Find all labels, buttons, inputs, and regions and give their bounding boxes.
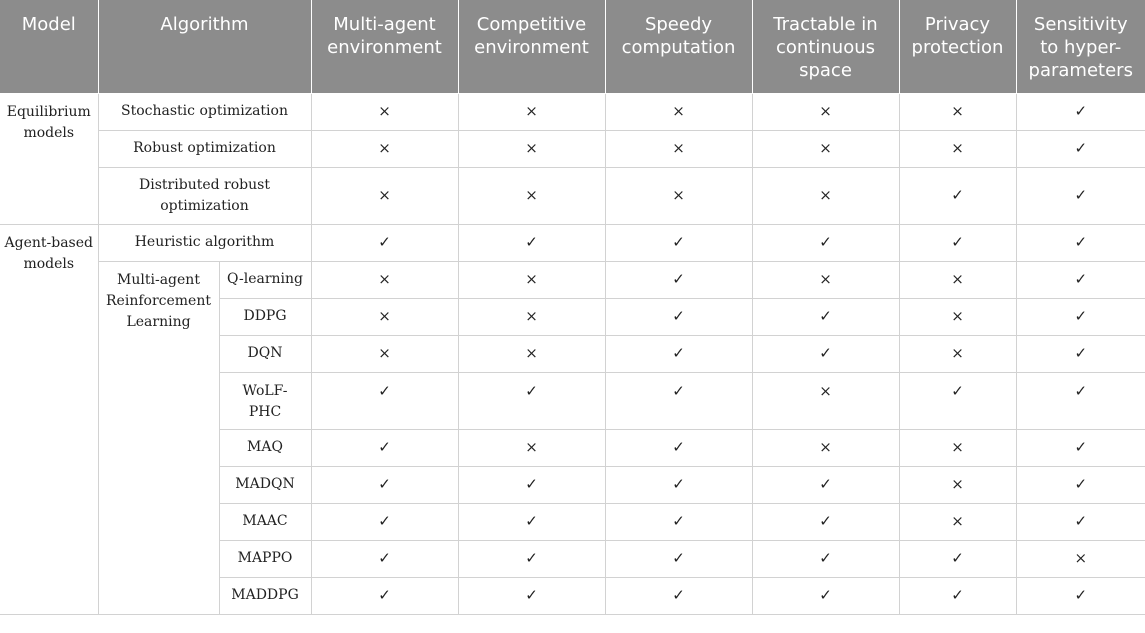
mark-cell: × — [311, 261, 458, 298]
mark-cell: × — [458, 167, 605, 224]
mark-cell: ✓ — [458, 577, 605, 614]
mark-cell: ✓ — [605, 335, 752, 372]
table-row — [0, 93, 1145, 130]
mark-cell: ✓ — [899, 540, 1016, 577]
mark-cell: × — [752, 167, 899, 224]
mark-cell: × — [752, 130, 899, 167]
table-row — [0, 261, 1145, 298]
mark-cell: ✓ — [1016, 130, 1145, 167]
mark-cell: × — [899, 466, 1016, 503]
mark-cell: ✓ — [899, 167, 1016, 224]
algorithm-name: Q-learning — [219, 261, 311, 298]
mark-cell: × — [752, 93, 899, 130]
mark-cell: ✓ — [311, 466, 458, 503]
mark-cell: × — [752, 372, 899, 429]
mark-cell: × — [899, 261, 1016, 298]
mark-cell: ✓ — [899, 372, 1016, 429]
mark-cell: × — [605, 130, 752, 167]
mark-cell: ✓ — [1016, 298, 1145, 335]
mark-cell: ✓ — [1016, 577, 1145, 614]
mark-cell: ✓ — [458, 540, 605, 577]
mark-cell: ✓ — [311, 577, 458, 614]
mark-cell: ✓ — [605, 540, 752, 577]
group-agent-based-models: Agent-based models — [0, 224, 98, 614]
mark-cell: × — [311, 167, 458, 224]
algorithm-name: MAQ — [219, 429, 311, 466]
mark-cell: ✓ — [752, 335, 899, 372]
mark-cell: ✓ — [1016, 372, 1145, 429]
group-marl: Multi-agent Reinforcement Learning — [98, 261, 219, 614]
mark-cell: ✓ — [899, 577, 1016, 614]
mark-cell: ✓ — [1016, 429, 1145, 466]
algorithm-name: MAAC — [219, 503, 311, 540]
header-sensitivity: Sensitivity to hyper- parameters — [1016, 0, 1145, 93]
algorithm-name: MAPPO — [219, 540, 311, 577]
mark-cell: ✓ — [1016, 503, 1145, 540]
mark-cell: ✓ — [311, 372, 458, 429]
mark-cell: ✓ — [752, 577, 899, 614]
header-algorithm: Algorithm — [98, 0, 311, 93]
mark-cell: ✓ — [752, 466, 899, 503]
mark-cell: ✓ — [311, 540, 458, 577]
mark-cell: × — [311, 335, 458, 372]
mark-cell: ✓ — [605, 224, 752, 261]
mark-cell: × — [458, 93, 605, 130]
algorithm-name: MADQN — [219, 466, 311, 503]
mark-cell: ✓ — [458, 224, 605, 261]
mark-cell: ✓ — [1016, 167, 1145, 224]
mark-cell: ✓ — [605, 298, 752, 335]
mark-cell: ✓ — [458, 372, 605, 429]
mark-cell: × — [899, 503, 1016, 540]
algorithm-name: DQN — [219, 335, 311, 372]
mark-cell: × — [311, 93, 458, 130]
table-row — [0, 130, 1145, 167]
mark-cell: × — [458, 261, 605, 298]
mark-cell: ✓ — [605, 372, 752, 429]
mark-cell: ✓ — [752, 298, 899, 335]
header-row — [0, 0, 1145, 93]
mark-cell: × — [458, 298, 605, 335]
mark-cell: × — [899, 130, 1016, 167]
header-tractable: Tractable in continuous space — [752, 0, 899, 93]
mark-cell: × — [605, 93, 752, 130]
mark-cell: ✓ — [752, 224, 899, 261]
mark-cell: × — [899, 298, 1016, 335]
table-row — [0, 224, 1145, 261]
algorithm-name: Distributed robust optimization — [98, 167, 311, 224]
mark-cell: ✓ — [605, 503, 752, 540]
mark-cell: × — [899, 429, 1016, 466]
algorithm-name: Robust optimization — [98, 130, 311, 167]
mark-cell: ✓ — [752, 503, 899, 540]
mark-cell: ✓ — [605, 261, 752, 298]
header-privacy: Privacy protection — [899, 0, 1016, 93]
mark-cell: ✓ — [605, 429, 752, 466]
table-row — [0, 167, 1145, 224]
header-competitive: Competitive environment — [458, 0, 605, 93]
mark-cell: × — [752, 261, 899, 298]
mark-cell: ✓ — [1016, 335, 1145, 372]
mark-cell: × — [752, 429, 899, 466]
mark-cell: ✓ — [1016, 224, 1145, 261]
mark-cell: ✓ — [1016, 466, 1145, 503]
algorithm-name: WoLF- PHC — [219, 372, 311, 429]
algorithm-name: Stochastic optimization — [98, 93, 311, 130]
mark-cell: ✓ — [311, 429, 458, 466]
mark-cell: ✓ — [1016, 261, 1145, 298]
mark-cell: × — [311, 298, 458, 335]
mark-cell: × — [605, 167, 752, 224]
header-speedy: Speedy computation — [605, 0, 752, 93]
mark-cell: × — [458, 429, 605, 466]
mark-cell: ✓ — [458, 503, 605, 540]
mark-cell: ✓ — [605, 466, 752, 503]
header-multi-agent: Multi-agent environment — [311, 0, 458, 93]
algorithm-name: MADDPG — [219, 577, 311, 614]
header-model: Model — [0, 0, 98, 93]
mark-cell: × — [311, 130, 458, 167]
mark-cell: × — [899, 335, 1016, 372]
mark-cell: ✓ — [899, 224, 1016, 261]
mark-cell: ✓ — [311, 224, 458, 261]
mark-cell: ✓ — [458, 466, 605, 503]
group-equilibrium-models: Equilibrium models — [0, 93, 98, 224]
mark-cell: ✓ — [1016, 93, 1145, 130]
algorithm-name: DDPG — [219, 298, 311, 335]
mark-cell: × — [899, 93, 1016, 130]
algorithm-name: Heuristic algorithm — [98, 224, 311, 261]
mark-cell: × — [458, 130, 605, 167]
mark-cell: ✓ — [752, 540, 899, 577]
mark-cell: ✓ — [605, 577, 752, 614]
mark-cell: × — [458, 335, 605, 372]
mark-cell: × — [1016, 540, 1145, 577]
mark-cell: ✓ — [311, 503, 458, 540]
